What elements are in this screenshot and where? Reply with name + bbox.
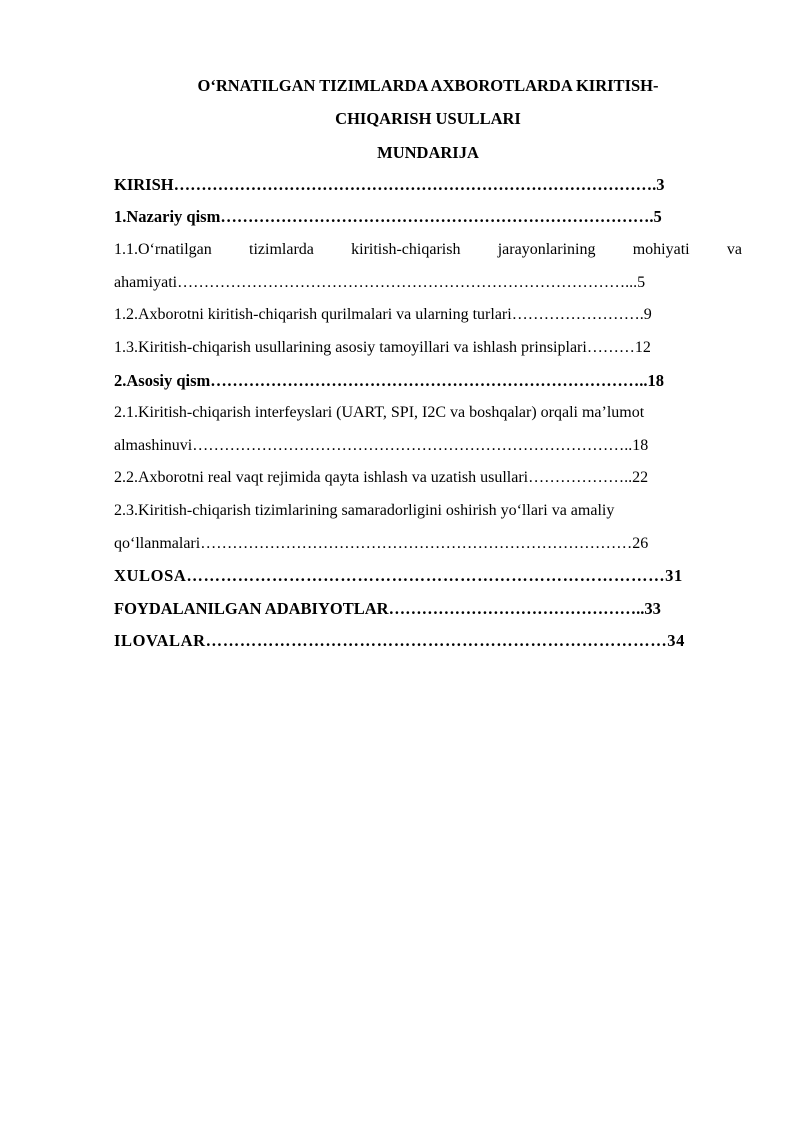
- contents-heading: MUNDARIJA: [377, 143, 479, 162]
- toc-entry-2-3-line-1: 2.3.Kiritish-chiqarish tizimlarining samaradorligini oshirish yo‘llari va amaliy: [114, 502, 615, 519]
- toc-entry-foydalanilgan-adabiyotlar: FOYDALANILGAN ADABIYOTLAR………………………………………..33: [114, 599, 661, 618]
- toc-entry-1-1-line-2: ahamiyati…………………………………………………………………………...5: [114, 274, 646, 291]
- toc-entry-asosiy-qism: 2.Asosiy qism……………………………………………………………………..18: [114, 371, 665, 390]
- toc-entry-1-2: 1.2.Axborotni kiritish-chiqarish qurilmalari va ularning turlari…………………….9: [114, 306, 652, 323]
- toc-entry-2-2: 2.2.Axborotni real vaqt rejimida qayta ishlash va uzatish usullari………………..22: [114, 469, 649, 486]
- document-title-line-1: O‘RNATILGAN TIZIMLARDA AXBOROTLARDA KIRITISH-: [197, 76, 659, 95]
- toc-entry-ilovalar: ILOVALAR………………………………………………………………………34: [114, 631, 686, 650]
- toc-entry-2-1-line-2: almashinuvi………………………………………………………………………..18: [114, 437, 649, 454]
- toc-entry-xulosa: XULOSA…………………………………………………………………………31: [114, 566, 683, 585]
- toc-entry-2-1-line-1: 2.1.Kiritish-chiqarish interfeyslari (UART, SPI, I2C va boshqalar) orqali ma’lumot: [114, 404, 645, 421]
- toc-entry-1-1-line-1: 1.1.O‘rnatilgan tizimlarda kiritish-chiqarish jarayonlarining mohiyati va: [114, 241, 742, 258]
- toc-entry-1-3: 1.3.Kiritish-chiqarish usullarining asosiy tamoyillari va ishlash prinsiplari………12: [114, 339, 651, 356]
- toc-entry-nazariy-qism: 1.Nazariy qism…………………………………………………………………….5: [114, 207, 662, 226]
- toc-entry-kirish: KIRISH…………………………………………………………………………….3: [114, 175, 665, 194]
- toc-entry-2-3-line-2: qo‘llanmalari………………………………………………………………………26: [114, 535, 649, 552]
- document-title-line-2: CHIQARISH USULLARI: [335, 109, 521, 128]
